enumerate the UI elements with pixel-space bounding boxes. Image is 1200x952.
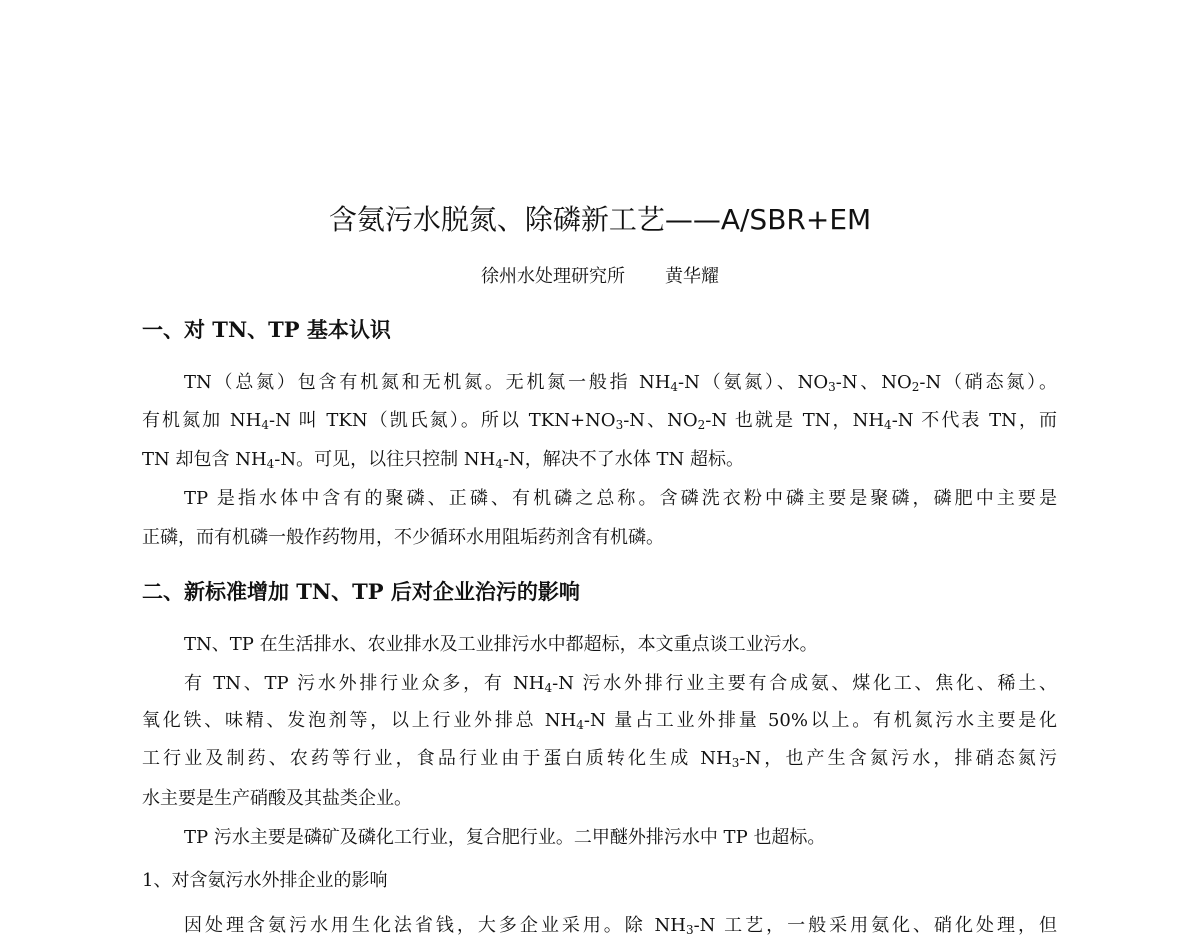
paragraph-line: 有 TN、TP 污水外排行业众多，有 $NH_4-N$ 污水外排行业主要有合成氨、煤化工、焦化、稀土、: [184, 673, 1057, 695]
paragraph-line: 因处理含氨污水用生化法省钱，大多企业采用。除 $NH_3-N$ 工艺，一般采用氨化、硝化处理，但: [184, 915, 1057, 937]
paragraph-line: TN（总氮）包含有机氮和无机氮。无机氮一般指 $NH_4-N$（氨氮）、$NO_3-N$、$NO_2-N$（硝态氮）。: [184, 372, 1057, 394]
subsection-heading: 1、对含氨污水外排企业的影响: [142, 870, 388, 891]
paragraph-line: 水主要是生产硝酸及其盐类企业。: [142, 788, 412, 809]
paragraph-line: 工行业及制药、农药等行业，食品行业由于蛋白质转化生成 $NH_3-N$，也产生含氮污水，排硝态氮污: [142, 748, 1057, 770]
paragraph-line: 正磷，而有机磷一般作药物用，不少循环水用阻垢药剂含有机磷。: [142, 527, 664, 548]
paragraph-line: TN 却包含 $NH_4-N$。可见，以往只控制 $NH_4-N$，解决不了水体 TN 超标。: [142, 449, 744, 471]
paragraph-line: TN、TP 在生活排水、农业排水及工业排污水中都超标，本文重点谈工业污水。: [184, 634, 818, 655]
section-heading-1: 一、对 TN、TP 基本认识: [142, 317, 391, 342]
author-line: [0, 262, 1200, 288]
paragraph-line: 氧化铁、味精、发泡剂等，以上行业外排总 $NH_4-N$ 量占工业外排量 50%以上。有机氮污水主要是化: [142, 710, 1058, 732]
author-name: 黄华耀: [665, 266, 719, 287]
paragraph-line: TP 污水主要是磷矿及磷化工行业，复合肥行业。二甲醚外排污水中 TP 也超标。: [184, 827, 826, 848]
section-heading-2: 二、新标准增加 TN、TP 后对企业治污的影响: [142, 579, 580, 604]
author-organization: 徐州水处理研究所: [481, 266, 625, 287]
paper-title: 含氨污水脱氮、除磷新工艺——A/SBR+EM: [328, 203, 872, 236]
paragraph-line: 有机氮加 $NH_4-N$ 叫 TKN（凯氏氮）。所以 $TKN+NO_3-N$、$NO_2-N$ 也就是 TN，$NH_4-N$ 不代表 TN，而: [142, 410, 1058, 432]
paragraph-line: TP 是指水体中含有的聚磷、正磷、有机磷之总称。含磷洗衣粉中磷主要是聚磷，磷肥中主要是: [184, 488, 1057, 509]
